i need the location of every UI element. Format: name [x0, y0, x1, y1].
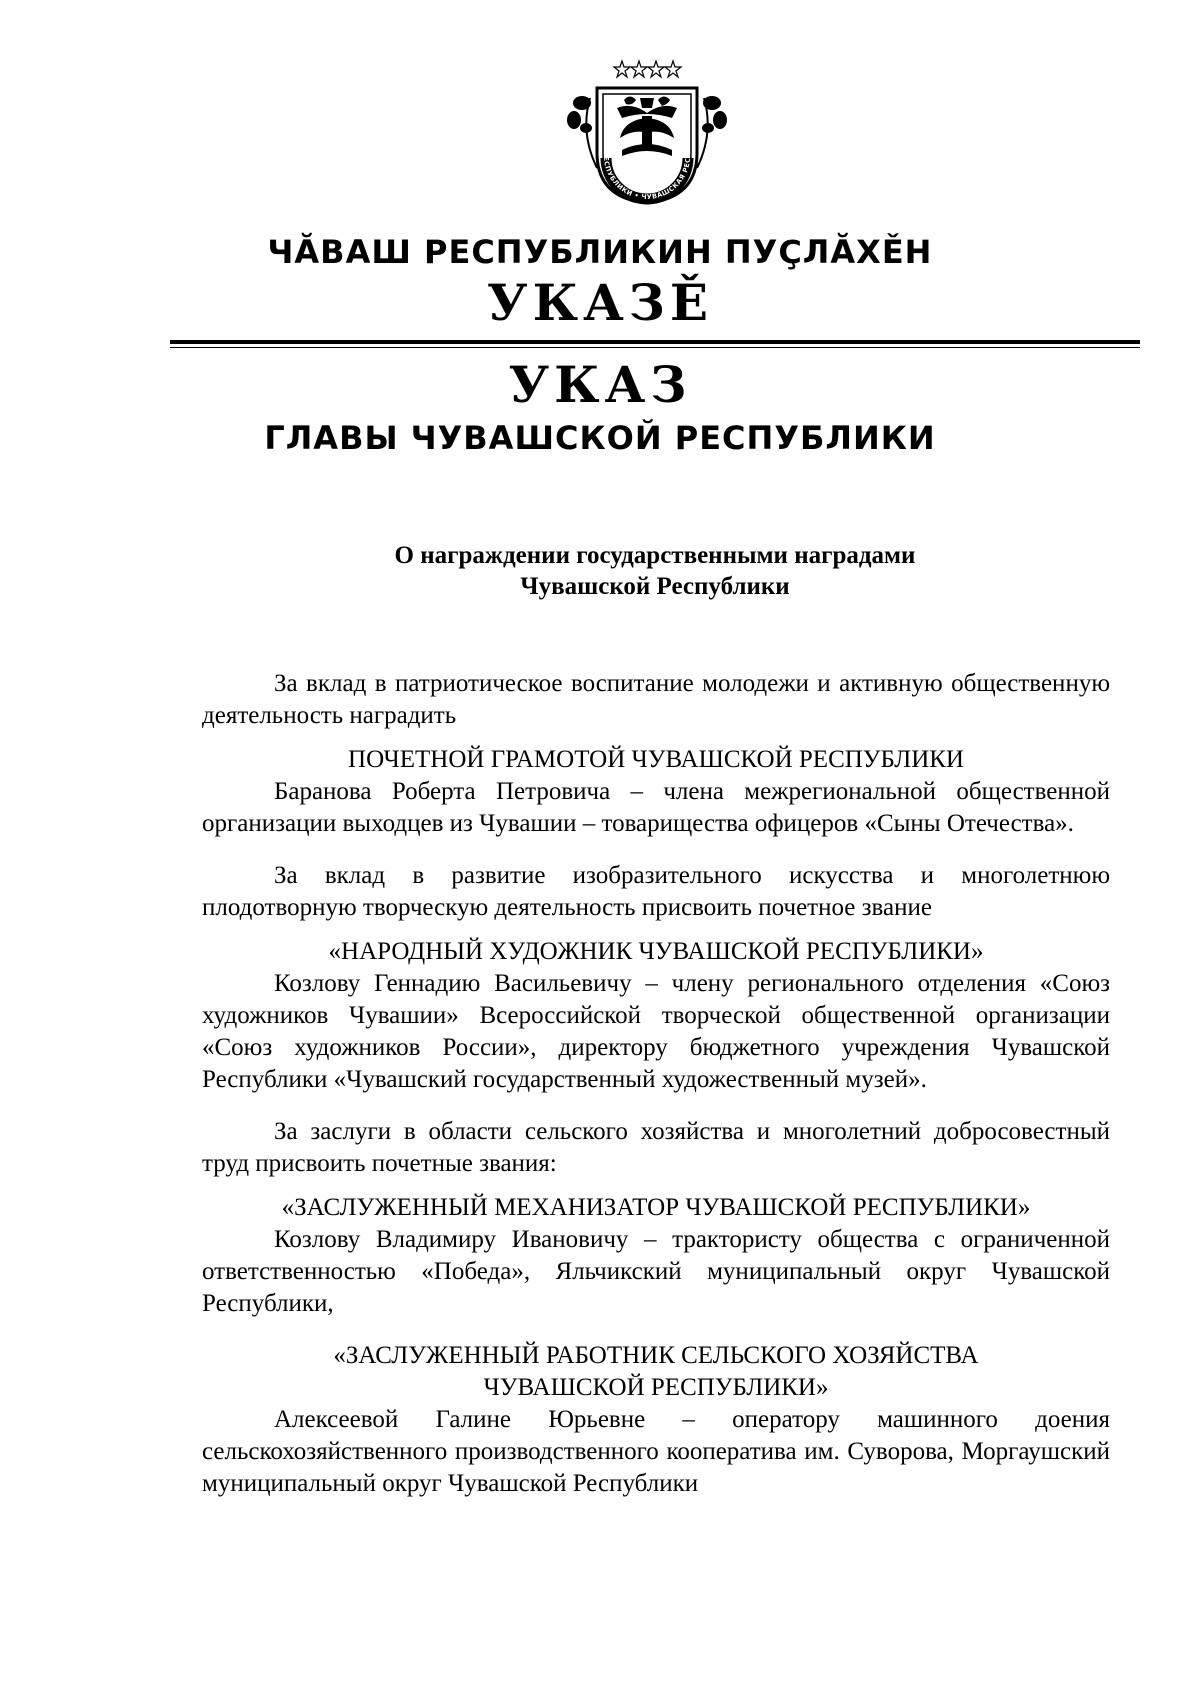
section-1-recipient: Баранова Роберта Петровича – члена межрегиональной общественной организации выходцев из Чувашии – товарищества офицеров «Сыны Отечества». — [202, 778, 1110, 837]
section-4-award-line-2: ЧУВАШСКОЙ РЕСПУБЛИКИ» — [483, 1374, 829, 1401]
header-russian-title: УКАЗ — [508, 355, 692, 414]
decree-subject — [200, 540, 1110, 602]
subject-line-1: О награждении государственными наградами — [394, 542, 916, 569]
subject-line-2: Чувашской Республики — [520, 573, 790, 600]
decree-body — [202, 668, 1110, 1500]
section-4-recipient: Алексеевой Галине Юрьевне – оператору машинного доения сельскохозяйственного производственного кооператива им. Суворова, Моргаушский муниципальный округ Чувашской Республики — [202, 1406, 1110, 1497]
chuvash-republic-emblem-icon — [562, 58, 732, 208]
section-3-intro: За заслуги в области сельского хозяйства и многолетний добросовестный труд присвоить почетные звания: — [202, 1118, 1110, 1177]
section-2-award: «НАРОДНЫЙ ХУДОЖНИК ЧУВАШСКОЙ РЕСПУБЛИКИ» — [328, 938, 984, 965]
section-1-intro: За вклад в патриотическое воспитание молодежи и активную общественную деятельность наградить — [202, 670, 1110, 729]
header-divider-thick — [170, 340, 1140, 344]
section-3-award: «ЗАСЛУЖЕННЫЙ МЕХАНИЗАТОР ЧУВАШСКОЙ РЕСПУБЛИКИ» — [281, 1194, 1031, 1221]
section-2-intro: За вклад в развитие изобразительного искусства и многолетнюю плодотворную творческую деятельность присвоить почетное звание — [202, 862, 1110, 921]
emblem-ring-text: ЕСПУБЛИКИ • ЧУВАШСКАЯ РЕС — [601, 156, 693, 202]
section-4-award-line-1: «ЗАСЛУЖЕННЫЙ РАБОТНИК СЕЛЬСКОГО ХОЗЯЙСТВА — [333, 1342, 979, 1369]
section-2-recipient: Козлову Геннадию Васильевичу – члену регионального отделения «Союз художников Чувашии» Всероссийской творческой общественной организации «Союз художников России», директору бюджетного учреждения Чувашской Республики «Чувашский государственный художественный музей». — [202, 970, 1110, 1093]
header-chuvash-line: ЧĂВАШ РЕСПУБЛИКИН ПУÇЛĂХĚН — [267, 233, 933, 271]
header-divider-thin — [170, 347, 1140, 348]
section-3-recipient: Козлову Владимиру Ивановичу – трактористу общества с ограниченной ответственностью «Победа», Яльчикский муниципальный округ Чувашской Республики, — [202, 1226, 1110, 1317]
header-russian-line: ГЛАВЫ ЧУВАШСКОЙ РЕСПУБЛИКИ — [264, 419, 936, 457]
section-1-award: ПОЧЕТНОЙ ГРАМОТОЙ ЧУВАШСКОЙ РЕСПУБЛИКИ — [348, 746, 964, 773]
header-chuvash-title: УКАЗĚ — [487, 273, 713, 332]
